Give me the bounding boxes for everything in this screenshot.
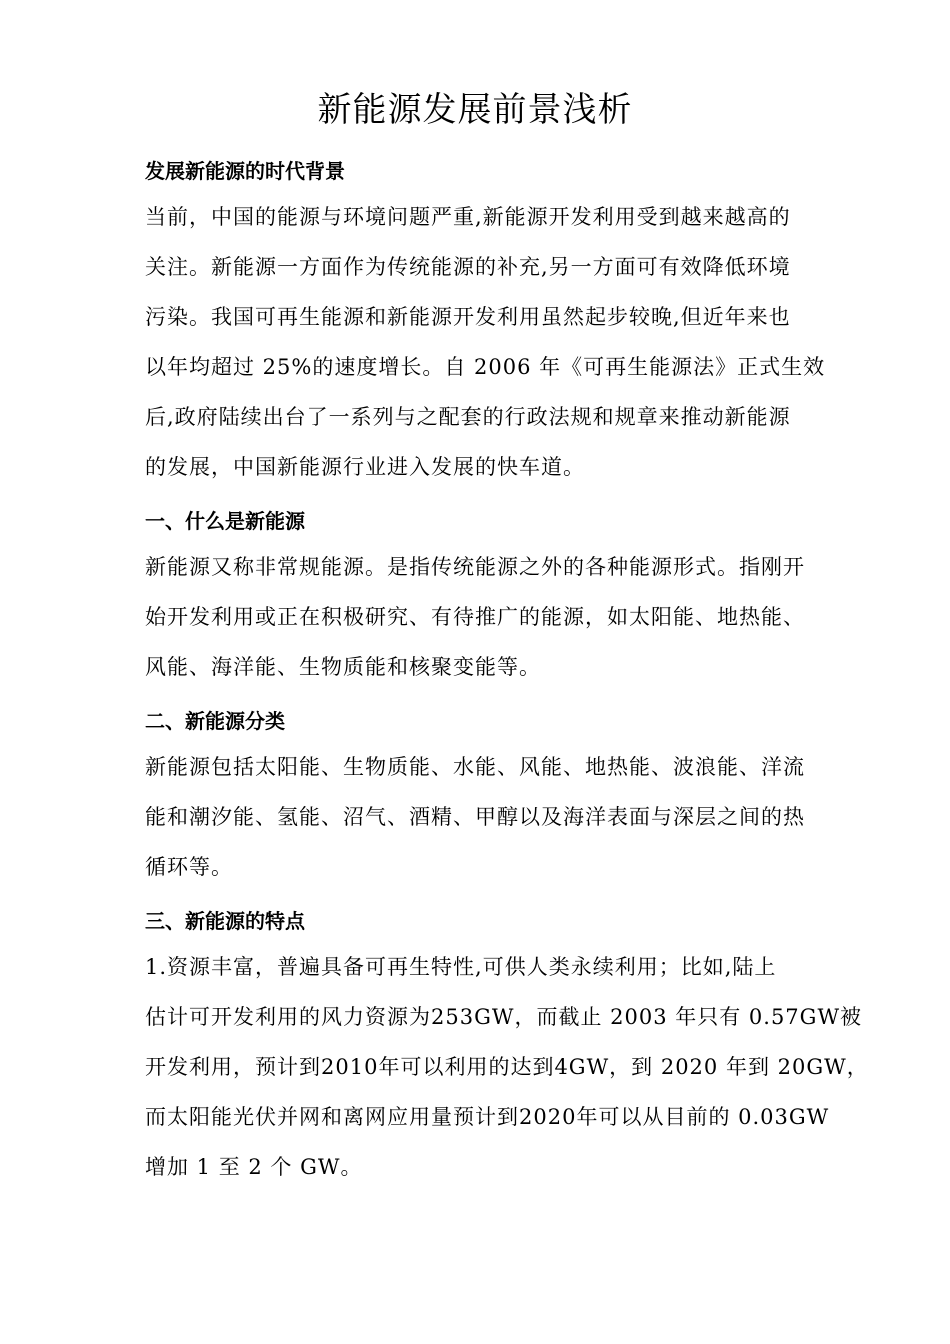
document-title: 新能源发展前景浅析 bbox=[317, 90, 633, 130]
paragraph-line: 增加 1 至 2 个 GW。 bbox=[145, 1155, 363, 1179]
section-heading-classification: 二、新能源分类 bbox=[145, 709, 285, 733]
section-paragraph-definition bbox=[145, 542, 830, 692]
section-paragraph-background bbox=[145, 192, 830, 492]
paragraph-line: 循环等。 bbox=[145, 855, 233, 879]
paragraph-line: 新能源包括太阳能、生物质能、水能、风能、地热能、波浪能、洋流 bbox=[145, 755, 805, 779]
paragraph-line: 能和潮汐能、氢能、沼气、酒精、甲醇以及海洋表面与深层之间的热 bbox=[145, 805, 805, 829]
section-heading-definition: 一、什么是新能源 bbox=[145, 509, 305, 533]
paragraph-line: 污染。我国可再生能源和新能源开发利用虽然起步较晚,但近年来也 bbox=[145, 305, 791, 329]
paragraph-line: 估计可开发利用的风力资源为253GW，而截止 2003 年只有 0.57GW被 bbox=[145, 1005, 863, 1029]
paragraph-line: 开发利用，预计到2010年可以利用的达到4GW，到 2020 年到 20GW， bbox=[145, 1055, 869, 1079]
paragraph-line: 1.资源丰富，普遍具备可再生特性,可供人类永续利用；比如,陆上 bbox=[145, 955, 777, 979]
paragraph-line: 关注。新能源一方面作为传统能源的补充,另一方面可有效降低环境 bbox=[145, 255, 791, 279]
document-body bbox=[145, 150, 869, 1200]
section-heading-background: 发展新能源的时代背景 bbox=[145, 159, 345, 183]
paragraph-line: 风能、海洋能、生物质能和核聚变能等。 bbox=[145, 655, 541, 679]
paragraph-line: 后,政府陆续出台了一系列与之配套的行政法规和规章来推动新能源 bbox=[145, 405, 791, 429]
paragraph-line: 的发展，中国新能源行业进入发展的快车道。 bbox=[145, 455, 585, 479]
paragraph-line: 以年均超过 25%的速度增长。自 2006 年《可再生能源法》正式生效 bbox=[145, 355, 826, 379]
paragraph-line: 当前，中国的能源与环境问题严重,新能源开发利用受到越来越高的 bbox=[145, 205, 791, 229]
paragraph-line: 新能源又称非常规能源。是指传统能源之外的各种能源形式。指刚开 bbox=[145, 555, 805, 579]
paragraph-line: 而太阳能光伏并网和离网应用量预计到2020年可以从目前的 0.03GW bbox=[145, 1105, 830, 1129]
section-paragraph-characteristics bbox=[145, 942, 869, 1192]
paragraph-line: 始开发利用或正在积极研究、有待推广的能源，如太阳能、地热能、 bbox=[145, 605, 805, 629]
section-paragraph-classification bbox=[145, 742, 830, 892]
section-heading-characteristics: 三、新能源的特点 bbox=[145, 909, 305, 933]
